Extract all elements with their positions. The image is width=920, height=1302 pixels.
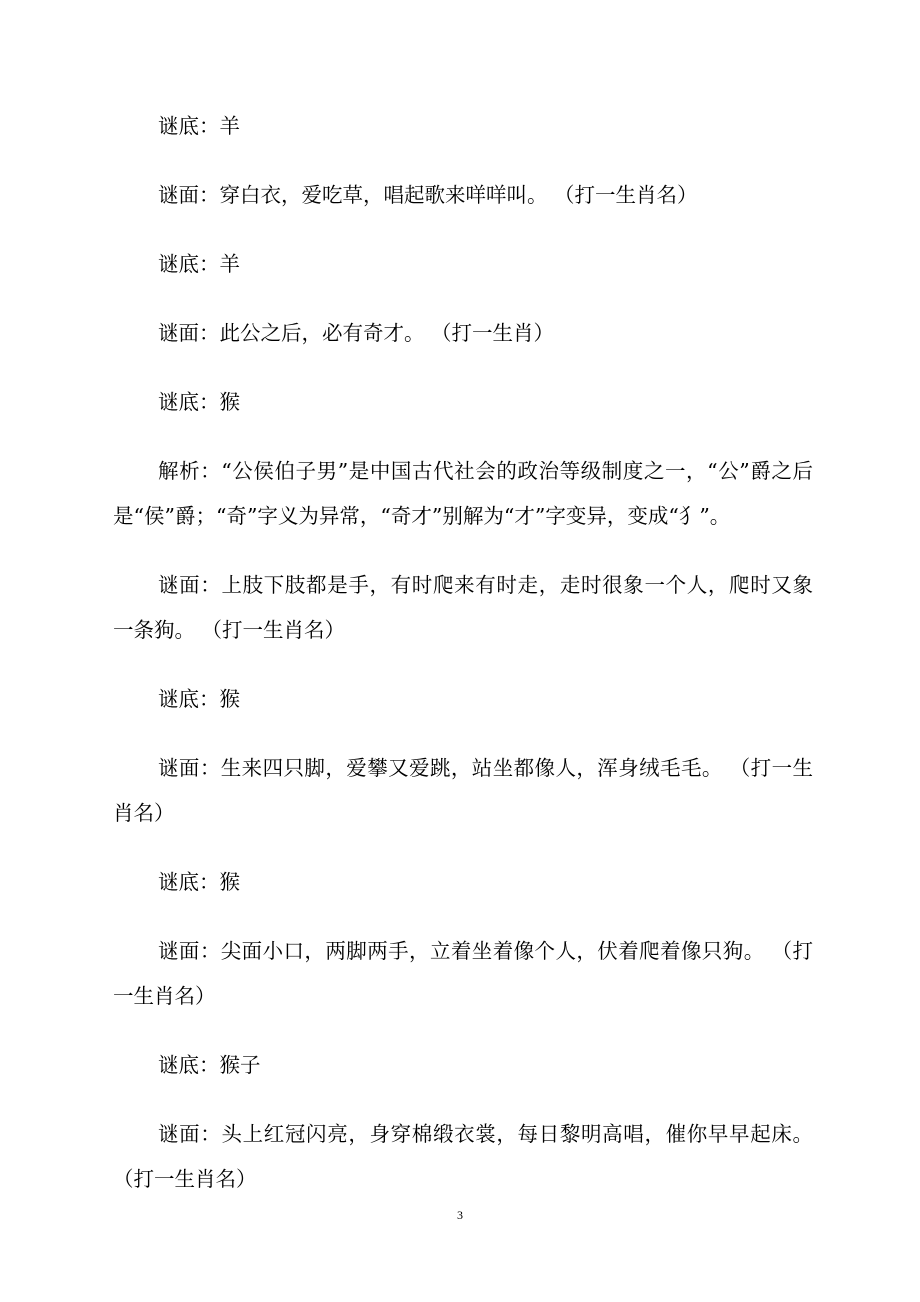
paragraph-riddle-1: 谜面：穿白衣，爱吃草，唱起歌来咩咩叫。 （打一生肖名） [158,183,698,207]
paragraph-explanation: 解析：“公侯伯子男”是中国古代社会的政治等级制度之一，“公”爵之后是“侯”爵；“奇”字义为异常，“奇才”别解为“才”字变异，变成“犭”。 [113,459,813,528]
paragraph-riddle-3: 谜面：上肢下肢都是手，有时爬来有时走，走时很象一个人，爬时又象一条狗。 （打一生肖名） [113,573,813,642]
document-body [113,104,813,1202]
paragraph-riddle-2: 谜面：此公之后，必有奇才。 （打一生肖） [158,321,555,345]
paragraph-answer-5: 谜底：猴 [158,870,240,894]
paragraph-answer-6: 谜底：猴子 [158,1053,261,1077]
paragraph-riddle-5: 谜面：尖面小口，两脚两手，立着坐着像个人，伏着爬着像只狗。 （打一生肖名） [113,939,813,1008]
paragraph-answer-1: 谜底：羊 [158,114,240,138]
paragraph-answer-4: 谜底：猴 [158,687,240,711]
paragraph-answer-3: 谜底：猴 [158,390,240,414]
paragraph-answer-2: 谜底：羊 [158,252,240,276]
paragraph-riddle-6: 谜面：头上红冠闪亮，身穿棉缎衣裳，每日黎明高唱，催你早早起床。 （打一生肖名） [113,1122,813,1191]
paragraph-riddle-4: 谜面：生来四只脚，爱攀又爱跳，站坐都像人，浑身绒毛毛。 （打一生肖名） [113,756,813,825]
page-number: 3 [457,1208,463,1222]
